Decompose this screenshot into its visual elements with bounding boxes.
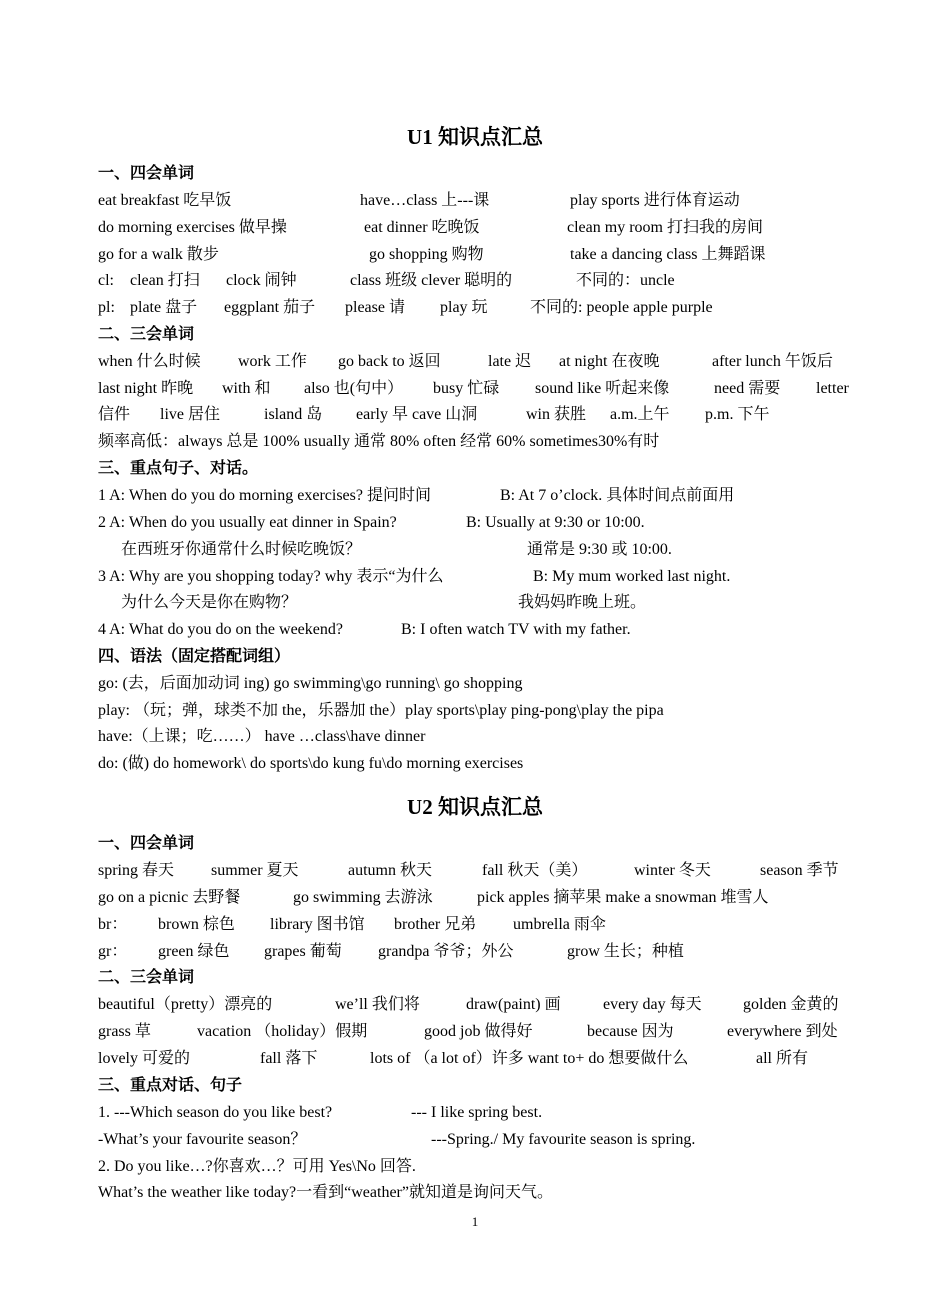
u1-word: live 居住: [160, 406, 220, 423]
u1-sentence-a: 3 A: Why are you shopping today? why 表示“为什么: [98, 568, 444, 585]
u1-sentence-b: B: Usually at 9:30 or 10:00.: [466, 514, 645, 531]
u1-word: go back to 返回: [338, 353, 441, 370]
u2-phonics-label: br：: [98, 916, 128, 933]
u1-word: take a dancing class 上舞蹈课: [570, 246, 766, 263]
u2-title: U2 知识点汇总: [407, 795, 543, 819]
u2-word: winter 冬天: [634, 862, 711, 879]
u1-sentence-b: B: I often watch TV with my father.: [401, 621, 631, 638]
u1-heading-grammar: 四、语法（固定搭配词组）: [98, 648, 291, 665]
u1-word: early 早 cave 山洞: [356, 406, 478, 423]
u1-sentence-b: B: At 7 o’clock. 具体时间点前面用: [500, 487, 735, 504]
u1-heading-three-skill-words: 二、三会单词: [98, 326, 195, 343]
u1-word: with 和: [222, 380, 271, 397]
u2-word: because 因为: [587, 1023, 674, 1040]
u1-grammar-line: do: (做) do homework\ do sports\do kung fu\do morning exercises: [98, 755, 524, 772]
u1-word: have…class 上---课: [360, 192, 490, 209]
u2-dialogue-question: -What’s your favourite season？: [98, 1131, 307, 1148]
u1-word: eat dinner 吃晚饭: [364, 219, 480, 236]
u1-word: clean 打扫: [130, 272, 200, 289]
u2-sentence-line: 2. Do you like…?你喜欢…？可用 Yes\No 回答.: [98, 1158, 416, 1175]
u2-sentence-line: What’s the weather like today?一看到“weather”就知道是询问天气。: [98, 1184, 553, 1201]
u1-word: do morning exercises 做早操: [98, 219, 287, 236]
u2-heading-three-skill-words: 二、三会单词: [98, 969, 195, 986]
u1-word: need 需要: [714, 380, 781, 397]
u1-word: late 迟: [488, 353, 532, 370]
u1-phonics-label: pl:: [98, 299, 115, 316]
u1-word: 信件: [98, 406, 131, 423]
u2-heading-key-dialogues: 三、重点对话、句子: [98, 1077, 243, 1094]
u1-word: letter: [816, 380, 849, 397]
u1-word: work 工作: [238, 353, 307, 370]
u2-word: go on a picnic 去野餐: [98, 889, 241, 906]
u2-word: fall 秋天（美）: [482, 862, 588, 879]
u2-heading-four-skill-words: 一、四会单词: [98, 835, 195, 852]
u1-heading-four-skill-words: 一、四会单词: [98, 165, 195, 182]
u2-word: go swimming 去游泳: [293, 889, 433, 906]
u1-word: when 什么时候: [98, 353, 201, 370]
u2-word: library 图书馆: [270, 916, 365, 933]
u2-word: good job 做得好: [424, 1023, 533, 1040]
u2-word: golden 金黄的: [743, 996, 839, 1013]
u1-word: at night 在夜晚: [559, 353, 660, 370]
u2-word: all 所有: [756, 1050, 808, 1067]
u1-word: last night 昨晚: [98, 380, 194, 397]
u2-word: every day 每天: [603, 996, 702, 1013]
u2-word: fall 落下: [260, 1050, 318, 1067]
u1-grammar-line: have:（上课；吃……） have …class\have dinner: [98, 728, 426, 745]
u1-sentence-b: B: My mum worked last night.: [533, 568, 731, 585]
u2-word: we’ll 我们将: [335, 996, 420, 1013]
u1-title: U1 知识点汇总: [407, 125, 543, 149]
u1-grammar-line: go: (去，后面加动词 ing) go swimming\go running\ go shopping: [98, 675, 523, 692]
u1-word: win 获胜: [526, 406, 587, 423]
u1-word: go shopping 购物: [369, 246, 484, 263]
u2-word: green 绿色: [158, 943, 230, 960]
u1-word: clock 闹钟: [226, 272, 297, 289]
u2-dialogue-answer: ---Spring./ My favourite season is spring.: [431, 1131, 696, 1148]
u2-word: draw(paint) 画: [466, 996, 561, 1013]
u1-word: go for a walk 散步: [98, 246, 219, 263]
u1-word: 不同的: people apple purple: [530, 299, 713, 316]
u1-word: busy 忙碌: [433, 380, 500, 397]
u1-word: after lunch 午饭后: [712, 353, 833, 370]
u2-word: lovely 可爱的: [98, 1050, 190, 1067]
u1-word: plate 盘子: [130, 299, 198, 316]
u2-word: umbrella 雨伞: [513, 916, 606, 933]
u1-word: 不同的：uncle: [576, 272, 675, 289]
u2-word: grow 生长；种植: [567, 943, 684, 960]
u1-sentence-a: 4 A: What do you do on the weekend?: [98, 621, 343, 638]
u1-phonics-label: cl:: [98, 272, 114, 289]
u2-word: beautiful（pretty）漂亮的: [98, 996, 273, 1013]
u2-word: autumn 秋天: [348, 862, 432, 879]
u2-word: spring 春天: [98, 862, 175, 879]
u1-word: also 也(句中）: [304, 380, 404, 397]
u1-word: a.m.上午: [610, 406, 670, 423]
u2-word: brother 兄弟: [394, 916, 477, 933]
u2-dialogue-answer: --- I like spring best.: [411, 1104, 543, 1121]
u1-sentence-translation: 我妈妈昨晚上班。: [518, 594, 647, 611]
u1-word: clean my room 打扫我的房间: [567, 219, 763, 236]
u2-dialogue-question: 1. ---Which season do you like best?: [98, 1104, 333, 1121]
u1-word: please 请: [345, 299, 405, 316]
u1-sentence-a: 2 A: When do you usually eat dinner in Spain?: [98, 514, 397, 531]
u1-word: play sports 进行体育运动: [570, 192, 740, 209]
u1-word: play 玩: [440, 299, 488, 316]
u1-frequency-line: 频率高低：always 总是 100% usually 通常 80% often 经常 60% sometimes30%有时: [98, 433, 660, 450]
u1-sentence-translation: 在西班牙你通常什么时候吃晚饭？: [121, 541, 362, 558]
page-number: 1: [471, 1214, 479, 1229]
u2-word: grass 草: [98, 1023, 151, 1040]
u1-sentence-translation: 为什么今天是你在购物？: [121, 594, 298, 611]
u1-word: island 岛: [264, 406, 323, 423]
u1-heading-key-sentences: 三、重点句子、对话。: [98, 460, 259, 477]
u1-word: sound like 听起来像: [535, 380, 670, 397]
u2-word: lots of （a lot of）许多 want to+ do 想要做什么: [370, 1050, 689, 1067]
u1-grammar-line: play: （玩；弹，球类不加 the，乐器加 the）play sports\play ping-pong\play the pipa: [98, 702, 664, 719]
u2-word: summer 夏天: [211, 862, 299, 879]
u2-word: grandpa 爷爷；外公: [378, 943, 514, 960]
u2-word: grapes 葡萄: [264, 943, 342, 960]
u2-word: pick apples 摘苹果 make a snowman 堆雪人: [477, 889, 769, 906]
u1-word: class 班级 clever 聪明的: [350, 272, 513, 289]
u1-word: eggplant 茄子: [224, 299, 316, 316]
u2-word: everywhere 到处: [727, 1023, 838, 1040]
u1-sentence-a: 1 A: When do you do morning exercises? 提问时间: [98, 487, 431, 504]
u1-sentence-translation: 通常是 9:30 或 10:00.: [527, 541, 672, 558]
u2-phonics-label: gr：: [98, 943, 128, 960]
u2-word: season 季节: [760, 862, 839, 879]
u1-word: p.m. 下午: [705, 406, 770, 423]
u1-word: eat breakfast 吃早饭: [98, 192, 232, 209]
u2-word: vacation （holiday）假期: [197, 1023, 368, 1040]
u2-word: brown 棕色: [158, 916, 235, 933]
